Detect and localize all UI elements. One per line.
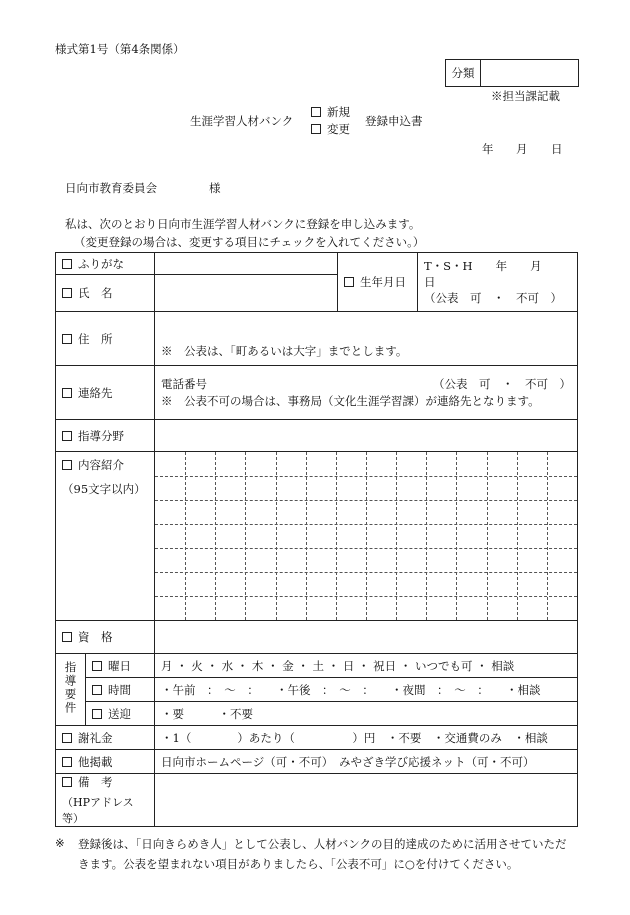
label-furigana: ふりがな	[56, 253, 155, 275]
intro-line-1: 私は、次のとおり日向市生涯学習人材バンクに登録を申し込みます。	[65, 217, 421, 231]
grid-col-line	[336, 452, 337, 620]
input-birth[interactable]	[418, 253, 578, 312]
label-name: 氏 名	[56, 275, 155, 312]
checkbox-birth[interactable]	[344, 277, 354, 287]
label-remarks: 備 考 （HPアドレス等）	[56, 774, 155, 827]
grid-col-line	[456, 452, 457, 620]
weekday-options[interactable]: 月 ・ 火 ・ 水 ・ 木 ・ 金 ・ 土 ・ 日 ・ 祝日 ・ いつでも可 ・ 相談	[155, 654, 578, 678]
grid-col-line	[396, 452, 397, 620]
grid-col-line	[306, 452, 307, 620]
option-change: 変更	[311, 121, 350, 137]
checkbox-remarks[interactable]	[62, 777, 72, 787]
label-qual: 資 格	[56, 621, 155, 654]
label-contact: 連絡先	[56, 366, 155, 420]
checkbox-change[interactable]	[311, 124, 321, 134]
birth-publish: （公表 可 ・ 不可 ）	[424, 291, 562, 305]
checkbox-field[interactable]	[62, 431, 72, 441]
checkbox-time[interactable]	[92, 685, 102, 695]
phone-publish: （公表 可 ・ 不可 ）	[433, 377, 571, 391]
label-weekday: 曜日	[86, 654, 155, 678]
contact-note: ※ 公表不可の場合は、事務局（文化生涯学習課）が連絡先となります。	[161, 394, 540, 408]
footer-line-1: 登録後は、「日向きらめき人」として公表し、人材バンクの目的達成のために活用させていただ	[78, 837, 567, 851]
checkbox-weekday[interactable]	[92, 661, 102, 671]
grid-col-line	[487, 452, 488, 620]
classification-box	[445, 59, 579, 87]
option-new: 新規	[311, 104, 350, 120]
intro-limit: （95文字以内）	[62, 482, 146, 496]
checkbox-name[interactable]	[62, 288, 72, 298]
intro-grid[interactable]	[155, 452, 578, 621]
label-birth: 生年月日	[338, 253, 418, 312]
date-day: 日	[551, 142, 563, 156]
input-field[interactable]	[155, 420, 578, 452]
label-other: 他掲載	[56, 750, 155, 774]
checkbox-furigana[interactable]	[62, 259, 72, 269]
other-options[interactable]: 日向市ホームページ（可・不可） みやざき学び応援ネット（可・不可）	[155, 750, 578, 774]
fee-options[interactable]: ・1（ ）あたり（ ）円 ・不要 ・交通費のみ ・相談	[155, 726, 578, 750]
form-number: 様式第1号（第4条関係）	[55, 42, 185, 56]
checkbox-qual[interactable]	[62, 632, 72, 642]
input-name[interactable]	[155, 275, 338, 312]
bank-title: 生涯学習人材バンク	[190, 114, 294, 128]
grid-col-line	[366, 452, 367, 620]
footer-mark: ※	[55, 836, 65, 850]
registration-table	[55, 252, 578, 827]
classification-label: 分類	[446, 60, 481, 86]
checkbox-other[interactable]	[62, 757, 72, 767]
checkbox-pickup[interactable]	[92, 709, 102, 719]
input-contact[interactable]	[155, 366, 578, 420]
input-remarks[interactable]	[155, 774, 578, 827]
checkbox-fee[interactable]	[62, 733, 72, 743]
input-address[interactable]	[155, 312, 578, 366]
checkbox-address[interactable]	[62, 334, 72, 344]
honorific: 様	[209, 181, 221, 195]
grid-col-line	[185, 452, 186, 620]
input-furigana[interactable]	[155, 253, 338, 275]
checkbox-contact[interactable]	[62, 388, 72, 398]
label-address: 住 所	[56, 312, 155, 366]
checkbox-new[interactable]	[311, 107, 321, 117]
footer-line-2: きます。公表を望まれない項目がありましたら、「公表不可」に○を付けてください。	[78, 857, 519, 871]
time-options[interactable]: ・午前 ： ～ ： ・午後 ： ～ ： ・夜間 ： ～ ： ・相談	[155, 678, 578, 702]
checkbox-intro[interactable]	[62, 460, 72, 470]
staff-note: ※担当課記載	[491, 89, 560, 103]
label-field: 指導分野	[56, 420, 155, 452]
date-year: 年	[482, 142, 494, 156]
intro-line-2: （変更登録の場合は、変更する項目にチェックを入れてください。）	[74, 235, 425, 249]
grid-col-line	[426, 452, 427, 620]
date-month: 月	[516, 142, 528, 156]
label-time: 時間	[86, 678, 155, 702]
apply-title: 登録申込書	[365, 114, 423, 128]
grid-col-line	[215, 452, 216, 620]
pickup-options[interactable]: ・要 ・不要	[155, 702, 578, 726]
recipient: 日向市教育委員会	[65, 181, 157, 195]
grid-col-line	[276, 452, 277, 620]
grid-col-line	[517, 452, 518, 620]
grid-col-line	[547, 452, 548, 620]
birth-era: T・S・H 年 月 日	[424, 259, 565, 289]
input-qual[interactable]	[155, 621, 578, 654]
grid-col-line	[245, 452, 246, 620]
req-group	[56, 654, 86, 726]
label-fee: 謝礼金	[56, 726, 155, 750]
req-group-label: 指導要件	[63, 661, 78, 715]
address-note: ※ 公表は、「町あるいは大字」までとします。	[161, 344, 408, 358]
label-pickup: 送迎	[86, 702, 155, 726]
phone-label: 電話番号	[161, 377, 207, 391]
remarks-sub: （HPアドレス等）	[62, 796, 134, 825]
label-intro: 内容紹介 （95文字以内）	[56, 452, 155, 621]
